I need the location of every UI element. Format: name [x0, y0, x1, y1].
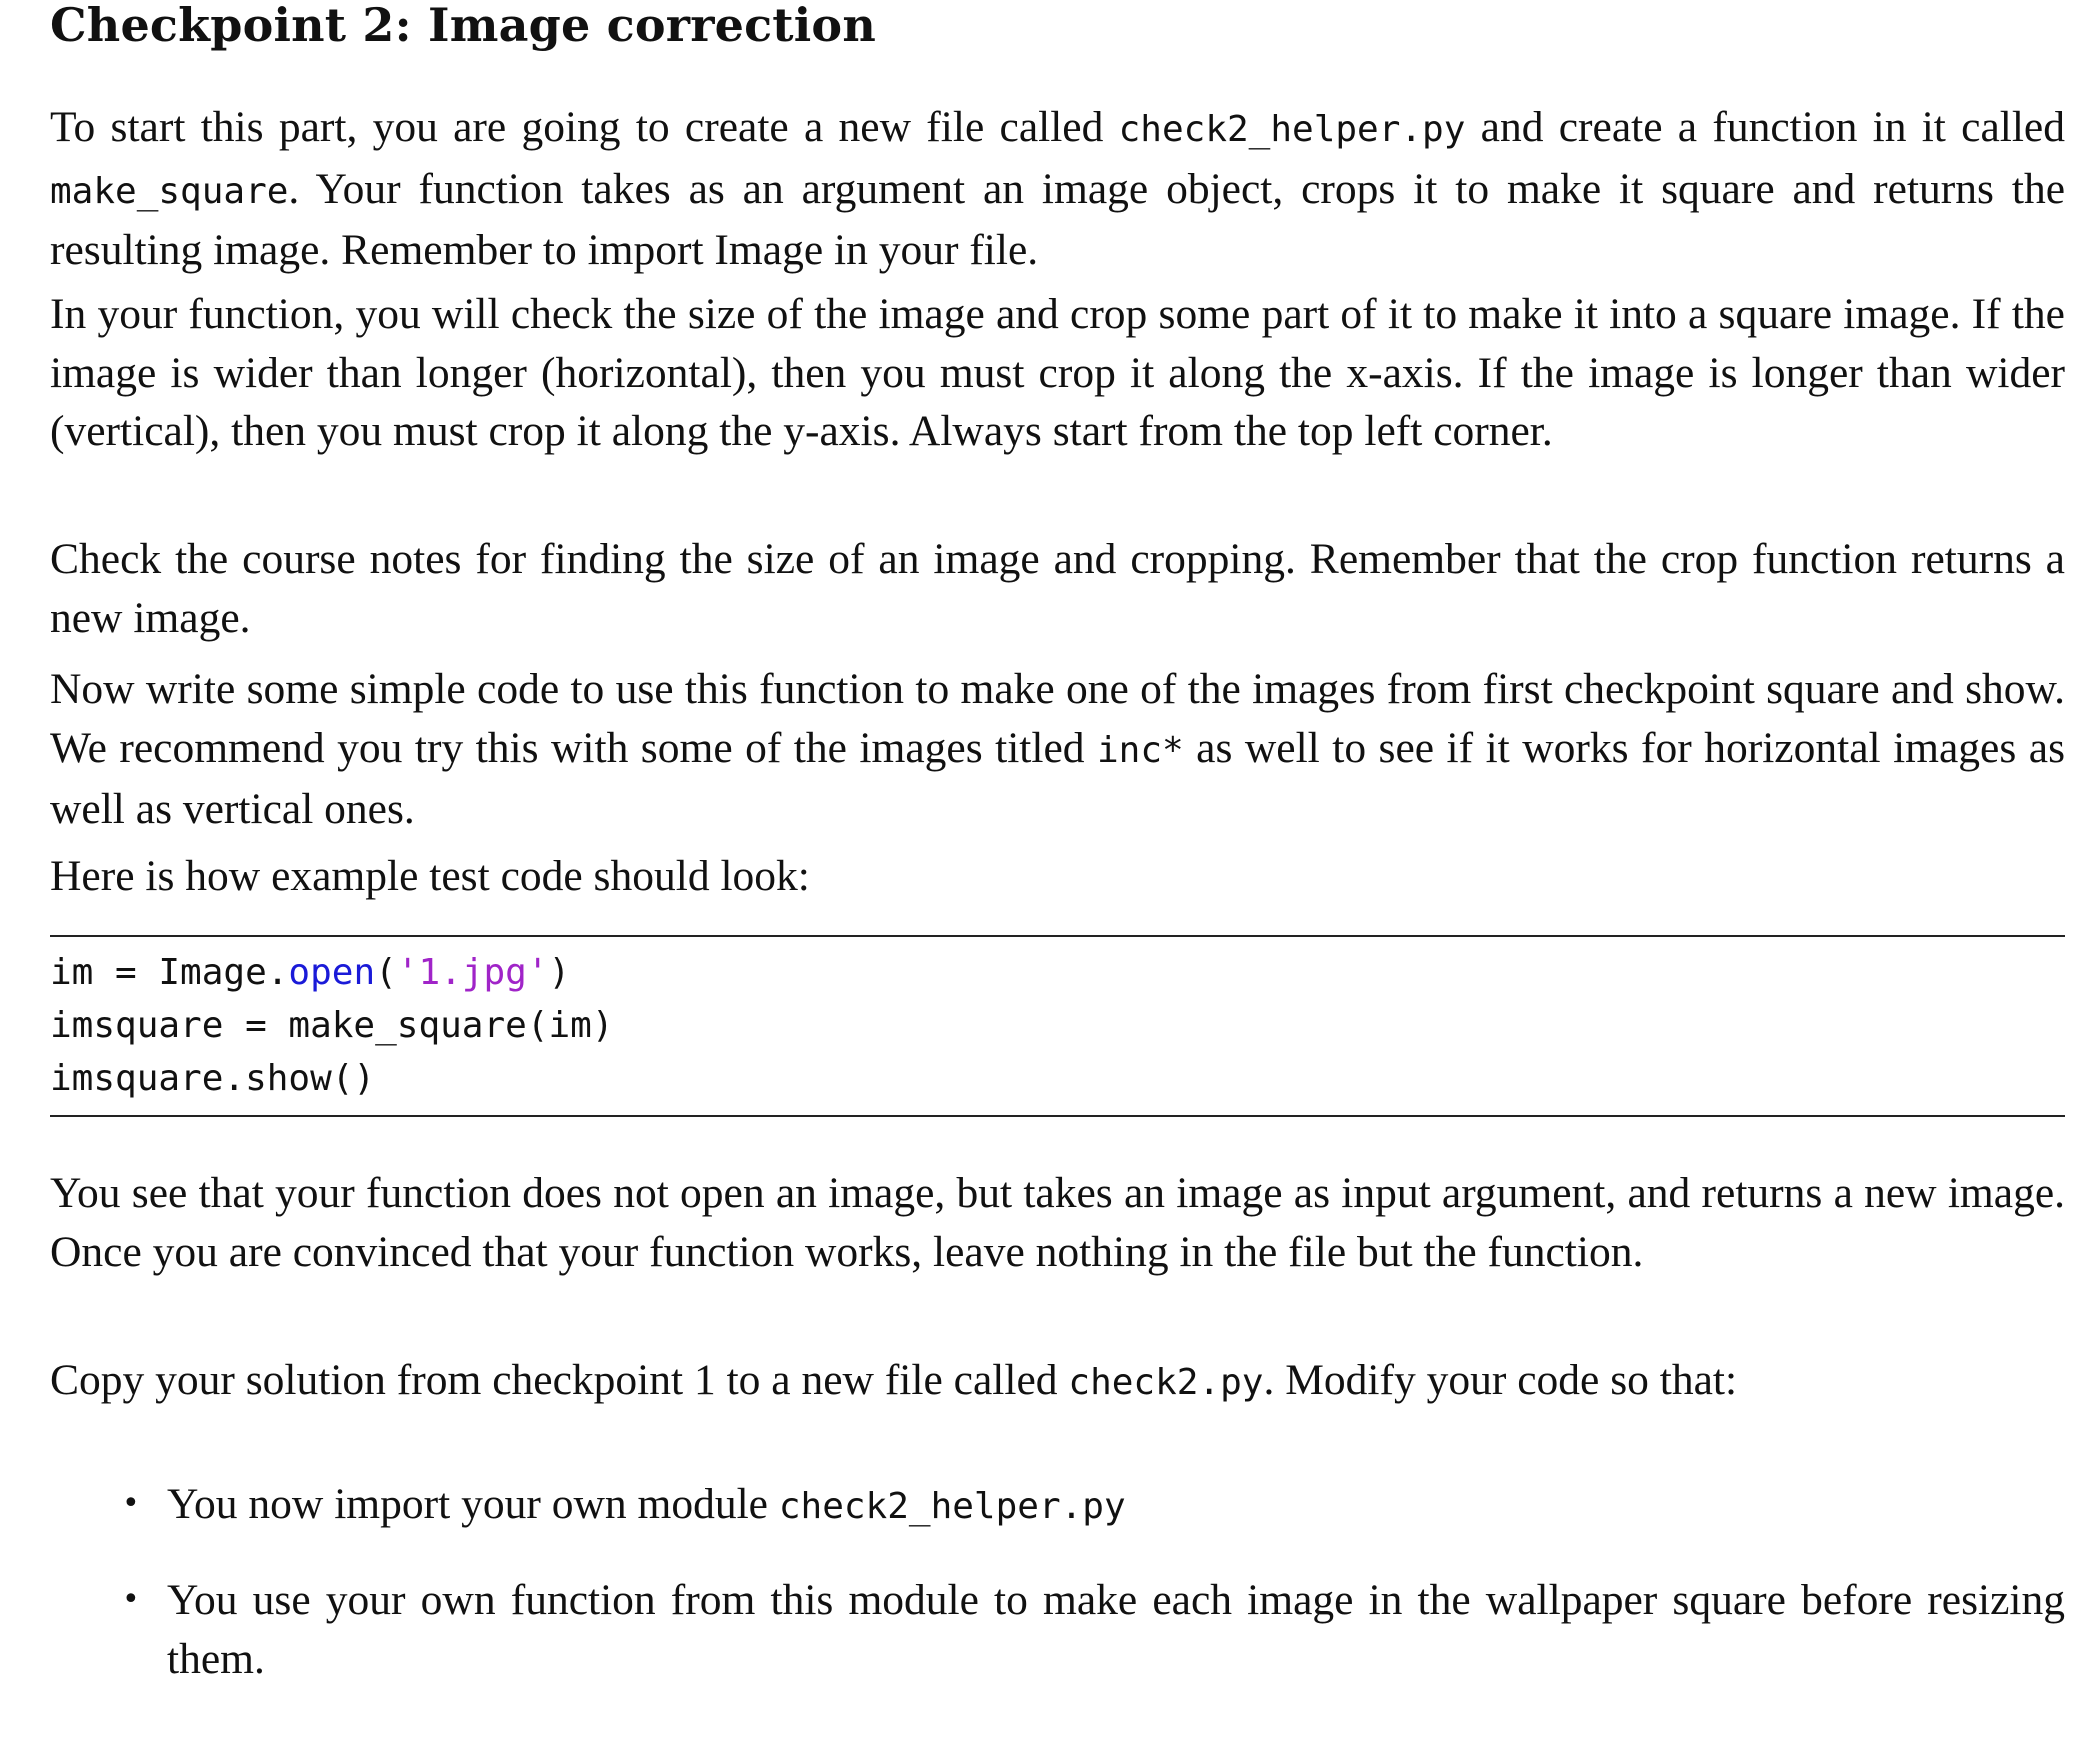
code-line-1	[50, 952, 570, 993]
code-line-3: imsquare.show()	[50, 1058, 376, 1099]
document-page	[50, 0, 2065, 1683]
paragraph-test-text-a: Now write some simple code to use this function to make one of the images from first checkpoint square and show. We recommend you try this with some of the images titled	[50, 665, 2065, 772]
code-keyword-open: open	[288, 952, 376, 993]
paragraph-example-intro: Here is how example test code should look:	[50, 852, 810, 900]
inline-code-helper-file: check2_helper.py	[1118, 109, 1466, 150]
list-item-text-a: You now import your own module	[167, 1480, 779, 1528]
paragraph-intro-text-a: To start this part, you are going to create a new file called	[50, 103, 1119, 151]
code-block-top-rule	[50, 935, 2065, 937]
code-line-2: imsquare = make_square(im)	[50, 1005, 614, 1046]
paragraph-intro-text-b: and create a function in it called	[1465, 103, 2065, 151]
paragraph-function-behavior: You see that your function does not open an image, but takes an image as input argument, and returns a new image. Once you are convinced that your function works, leave nothing in the file but the function.	[50, 1169, 2065, 1276]
paragraph-intro	[50, 98, 2065, 280]
inline-code-check2-file: check2.py	[1068, 1362, 1264, 1403]
list-item-text	[167, 1475, 2065, 1537]
paragraph-test-text-b: as well to see if it works for horizontal images as well as vertical ones.	[50, 723, 2065, 833]
inline-code-function-name: make_square	[50, 170, 289, 212]
paragraph-crop-rules: In your function, you will check the size of the image and crop some part of it to make it into a square image. If the image is wider than longer (horizontal), then you must crop it along the x-axis. If the image is longer than wider (vertical), then you must crop it along the y-axis. Always start from the top left corner.	[50, 290, 2065, 455]
code-block-bottom-rule	[50, 1115, 2065, 1117]
code-block	[50, 946, 2065, 1105]
code-line-1-part-a: im = Image.	[50, 952, 289, 993]
inline-code-module-name: check2_helper.py	[778, 1486, 1126, 1527]
paragraph-copy-solution	[50, 1351, 2065, 1413]
paragraph-course-notes: Check the course notes for finding the size of an image and cropping. Remember that the crop function returns a new image.	[50, 535, 2065, 642]
bullet-icon: •	[122, 1486, 140, 1521]
paragraph-copy-text-a: Copy your solution from checkpoint 1 to a new file called	[50, 1356, 1069, 1404]
code-line-1-part-b: (	[375, 952, 397, 993]
bullet-icon: •	[122, 1582, 140, 1617]
list-item-text: You use your own function from this module to make each image in the wallpaper square before resizing them.	[167, 1576, 2065, 1683]
paragraph-copy-text-b: . Modify your code so that:	[1263, 1356, 1738, 1404]
page-title: Checkpoint 2: Image correction	[50, 0, 876, 52]
paragraph-test-suggestion	[50, 660, 2065, 839]
code-line-1-part-c: )	[548, 952, 571, 993]
inline-code-inc-pattern: inc*	[1096, 729, 1184, 771]
code-string-filename: '1.jpg'	[396, 952, 549, 993]
paragraph-intro-text-c: . Your function takes as an argument an image object, crops it to make it square and returns the resulting image. Remember to import Image in your file.	[50, 164, 2065, 274]
